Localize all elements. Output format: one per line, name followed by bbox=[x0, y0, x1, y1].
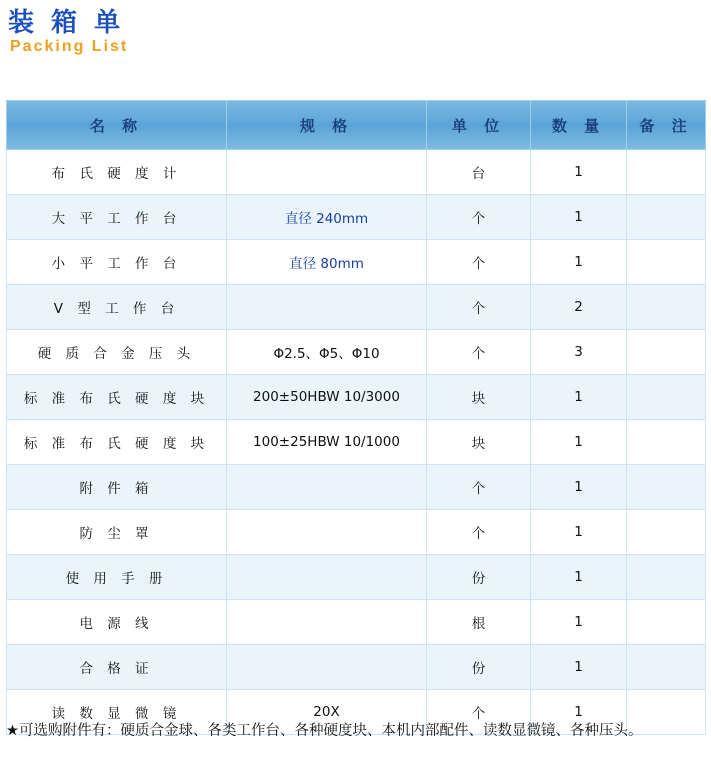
cell-specification bbox=[227, 285, 427, 330]
cell-note bbox=[627, 375, 706, 420]
table-row bbox=[7, 375, 706, 420]
cell-item-name: 大 平 工 作 台 bbox=[7, 195, 227, 240]
table-row bbox=[7, 465, 706, 510]
cell-item-name: 附 件 箱 bbox=[7, 465, 227, 510]
cell-note bbox=[627, 645, 706, 690]
cell-specification bbox=[227, 465, 427, 510]
column-header-note: 备 注 bbox=[627, 101, 706, 150]
cell-item-name: 布 氏 硬 度 计 bbox=[7, 150, 227, 195]
cell-item-name: 使 用 手 册 bbox=[7, 555, 227, 600]
cell-note bbox=[627, 600, 706, 645]
page-title-english: Packing List bbox=[10, 38, 129, 55]
cell-specification bbox=[227, 645, 427, 690]
cell-note bbox=[627, 330, 706, 375]
cell-unit: 块 bbox=[427, 420, 531, 465]
table-row bbox=[7, 600, 706, 645]
cell-unit: 份 bbox=[427, 555, 531, 600]
cell-quantity: 1 bbox=[531, 645, 627, 690]
page-title-chinese: 装 箱 单 bbox=[8, 8, 125, 38]
column-header-quantity: 数 量 bbox=[531, 101, 627, 150]
column-header-name: 名 称 bbox=[7, 101, 227, 150]
cell-item-name: 合 格 证 bbox=[7, 645, 227, 690]
cell-item-name: 电 源 线 bbox=[7, 600, 227, 645]
cell-quantity: 1 bbox=[531, 195, 627, 240]
cell-quantity: 1 bbox=[531, 465, 627, 510]
cell-item-name: 硬 质 合 金 压 头 bbox=[7, 330, 227, 375]
table-row bbox=[7, 240, 706, 285]
cell-specification: 100±25HBW 10/1000 bbox=[227, 420, 427, 465]
cell-item-name: V 型 工 作 台 bbox=[7, 285, 227, 330]
table-row bbox=[7, 195, 706, 240]
cell-unit: 份 bbox=[427, 645, 531, 690]
cell-quantity: 1 bbox=[531, 690, 627, 735]
cell-specification: 20X bbox=[227, 690, 427, 735]
cell-specification: 200±50HBW 10/3000 bbox=[227, 375, 427, 420]
table-row bbox=[7, 285, 706, 330]
cell-item-name: 标 准 布 氏 硬 度 块 bbox=[7, 420, 227, 465]
cell-unit: 个 bbox=[427, 285, 531, 330]
cell-unit: 个 bbox=[427, 465, 531, 510]
cell-unit: 个 bbox=[427, 510, 531, 555]
cell-item-name: 防 尘 罩 bbox=[7, 510, 227, 555]
cell-specification: 直径 240mm bbox=[227, 195, 427, 240]
cell-quantity: 2 bbox=[531, 285, 627, 330]
cell-specification bbox=[227, 510, 427, 555]
column-header-unit: 单 位 bbox=[427, 101, 531, 150]
cell-unit: 个 bbox=[427, 330, 531, 375]
cell-unit: 个 bbox=[427, 240, 531, 285]
cell-note bbox=[627, 195, 706, 240]
cell-unit: 根 bbox=[427, 600, 531, 645]
cell-unit: 台 bbox=[427, 150, 531, 195]
cell-item-name: 小 平 工 作 台 bbox=[7, 240, 227, 285]
cell-note bbox=[627, 150, 706, 195]
cell-item-name: 读 数 显 微 镜 bbox=[7, 690, 227, 735]
table-body bbox=[7, 150, 706, 735]
packing-list-table bbox=[6, 100, 706, 735]
cell-quantity: 1 bbox=[531, 240, 627, 285]
cell-quantity: 3 bbox=[531, 330, 627, 375]
cell-note bbox=[627, 285, 706, 330]
cell-specification bbox=[227, 150, 427, 195]
cell-note bbox=[627, 510, 706, 555]
table-row bbox=[7, 150, 706, 195]
table-row bbox=[7, 330, 706, 375]
table-header-row bbox=[7, 101, 706, 150]
table-row bbox=[7, 420, 706, 465]
cell-quantity: 1 bbox=[531, 555, 627, 600]
cell-unit: 块 bbox=[427, 375, 531, 420]
column-header-spec: 规 格 bbox=[227, 101, 427, 150]
optional-accessories-note: ★可选购附件有：硬质合金球、各类工作台、各种硬度块、本机内部配件、读数显微镜、各种压头。 bbox=[6, 723, 643, 739]
table-row bbox=[7, 645, 706, 690]
cell-unit: 个 bbox=[427, 690, 531, 735]
cell-note bbox=[627, 240, 706, 285]
cell-quantity: 1 bbox=[531, 600, 627, 645]
cell-item-name: 标 准 布 氏 硬 度 块 bbox=[7, 375, 227, 420]
cell-quantity: 1 bbox=[531, 375, 627, 420]
cell-specification: 直径 80mm bbox=[227, 240, 427, 285]
cell-note bbox=[627, 465, 706, 510]
cell-quantity: 1 bbox=[531, 510, 627, 555]
cell-quantity: 1 bbox=[531, 150, 627, 195]
table-row bbox=[7, 555, 706, 600]
cell-specification: Φ2.5、Φ5、Φ10 bbox=[227, 330, 427, 375]
cell-specification bbox=[227, 555, 427, 600]
table-row bbox=[7, 510, 706, 555]
cell-unit: 个 bbox=[427, 195, 531, 240]
cell-note bbox=[627, 420, 706, 465]
cell-quantity: 1 bbox=[531, 420, 627, 465]
cell-specification bbox=[227, 600, 427, 645]
cell-note bbox=[627, 555, 706, 600]
table-header bbox=[7, 101, 706, 150]
